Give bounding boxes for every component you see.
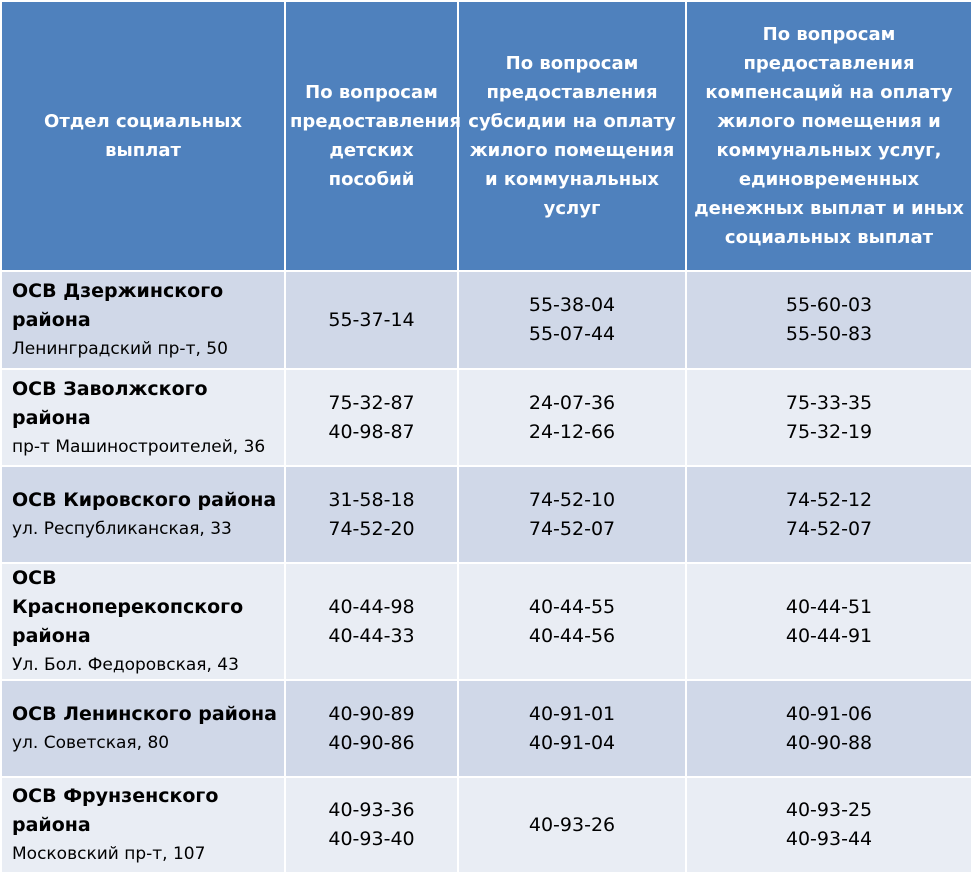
- phone-number: 75-33-35: [785, 391, 873, 414]
- department-address: ул. Советская, 80: [12, 733, 170, 753]
- department-cell: [1, 680, 285, 777]
- phone-number: 74-52-07: [528, 517, 616, 540]
- child-phones-cell: [285, 563, 458, 680]
- phone-number: 40-91-04: [528, 731, 616, 754]
- subsidy-phones-cell: [458, 777, 686, 873]
- phone-number: 40-93-44: [785, 828, 873, 850]
- subsidy-phones-cell: [458, 680, 686, 777]
- phone-number: 40-44-55: [528, 595, 616, 618]
- phone-number: 74-52-07: [785, 517, 873, 540]
- department-name: ОСВ Кировского района: [12, 489, 277, 511]
- phone-number: 74-52-10: [528, 488, 616, 511]
- table-row: [1, 777, 972, 873]
- department-cell: [1, 369, 285, 466]
- phone-number: 40-90-88: [785, 731, 873, 754]
- department-cell: [1, 563, 285, 680]
- phone-number: 40-44-51: [785, 595, 873, 618]
- table-row: [1, 680, 972, 777]
- subsidy-phones-cell: [458, 466, 686, 563]
- child-phones-cell: [285, 466, 458, 563]
- department-name: ОСВ Дзержинского района: [12, 280, 224, 331]
- phone-number: 40-91-01: [528, 702, 616, 725]
- phone-number: 40-93-26: [528, 813, 616, 836]
- child-phones-cell: [285, 680, 458, 777]
- table-row: [1, 563, 972, 680]
- phone-number: 40-44-56: [528, 624, 616, 647]
- header-compensation: По вопросам предоставления компенсаций на оплату жилого помещения и коммунальных услуг, единовременных денежных выплат и иных социальных выплат: [686, 1, 972, 271]
- phone-number: 31-58-18: [328, 488, 415, 511]
- phone-number: 74-52-20: [328, 517, 415, 540]
- department-cell: [1, 466, 285, 563]
- child-phones-cell: [285, 777, 458, 873]
- phone-number: 40-90-89: [328, 702, 415, 725]
- phone-number: 75-32-19: [785, 420, 873, 443]
- phone-number: 55-37-14: [328, 308, 415, 331]
- department-name: ОСВ Красноперекопского района: [12, 567, 244, 647]
- phone-number: 40-93-36: [328, 799, 415, 821]
- department-cell: [1, 777, 285, 873]
- phone-number: 74-52-12: [785, 488, 873, 511]
- phone-number: 40-44-91: [785, 624, 873, 647]
- compensation-phones-cell: [686, 777, 972, 873]
- department-name: ОСВ Заволжского района: [12, 377, 208, 429]
- department-address: Ленинградский пр-т, 50: [12, 339, 228, 359]
- department-address: Ул. Бол. Федоровская, 43: [12, 655, 239, 675]
- phone-number: 24-07-36: [528, 391, 616, 414]
- table-body: [1, 271, 972, 873]
- phone-number: 40-98-87: [328, 420, 415, 443]
- compensation-phones-cell: [686, 271, 972, 369]
- header-department: Отдел социальных выплат: [1, 1, 285, 271]
- phone-number: 40-90-86: [328, 731, 415, 754]
- phone-number: 24-12-66: [528, 420, 616, 443]
- compensation-phones-cell: [686, 680, 972, 777]
- phone-number: 55-38-04: [528, 294, 616, 316]
- compensation-phones-cell: [686, 466, 972, 563]
- child-phones-cell: [285, 271, 458, 369]
- compensation-phones-cell: [686, 369, 972, 466]
- department-cell: [1, 271, 285, 369]
- phone-number: 75-32-87: [328, 391, 415, 414]
- header-row: [1, 1, 972, 271]
- subsidy-phones-cell: [458, 369, 686, 466]
- phone-number: 40-93-25: [785, 799, 873, 821]
- department-address: пр-т Машиностроителей, 36: [12, 436, 266, 457]
- table-row: [1, 466, 972, 563]
- department-address: Московский пр-т, 107: [12, 844, 206, 864]
- phone-number: 55-60-03: [785, 294, 873, 316]
- phone-number: 40-44-98: [328, 595, 415, 618]
- phone-number: 55-07-44: [528, 323, 616, 345]
- header-child-benefits: По вопросам предоставления детских пособий: [285, 1, 458, 271]
- compensation-phones-cell: [686, 563, 972, 680]
- child-phones-cell: [285, 369, 458, 466]
- phone-number: 40-91-06: [785, 702, 873, 725]
- header-subsidy: По вопросам предоставления субсидии на оплату жилого помещения и коммунальных услуг: [458, 1, 686, 271]
- subsidy-phones-cell: [458, 271, 686, 369]
- department-name: ОСВ Ленинского района: [12, 703, 277, 725]
- department-name: ОСВ Фрунзенского района: [12, 785, 219, 836]
- department-address: ул. Республиканская, 33: [12, 519, 232, 539]
- phone-number: 40-93-40: [328, 828, 415, 850]
- phone-number: 55-50-83: [785, 323, 873, 345]
- phone-number: 40-44-33: [328, 624, 415, 647]
- table-row: [1, 271, 972, 369]
- table-row: [1, 369, 972, 466]
- subsidy-phones-cell: [458, 563, 686, 680]
